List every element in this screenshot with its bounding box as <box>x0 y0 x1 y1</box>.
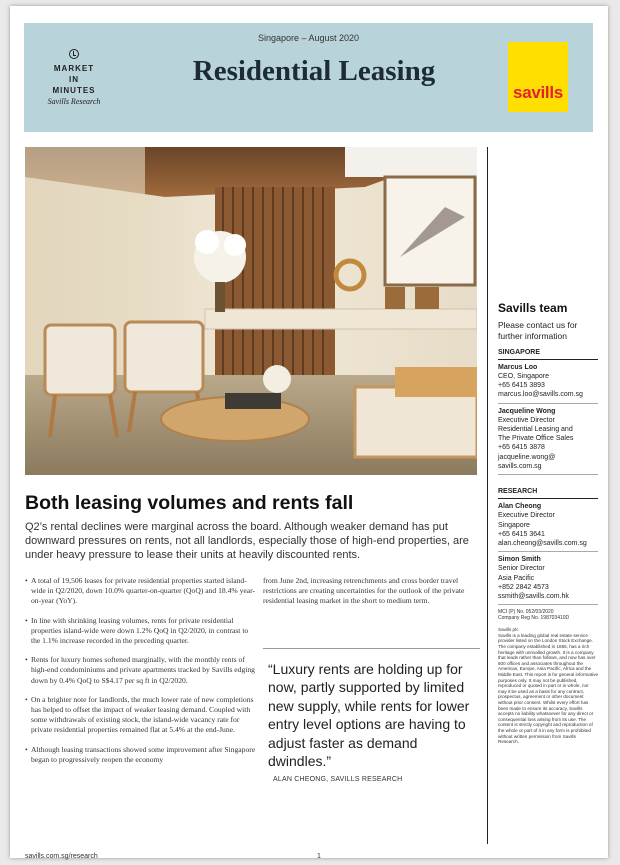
contact-role: Executive Director <box>498 512 555 520</box>
about-text: Savills is a leading global real estate service provider listed on the London Stock Exchange. The company established in 1855, has a rich heritage with unrivalled growth. It is a company that leads rather than follows, and now has over 600 offices and associates throughout the Americas, Europe, Asia Pacific, Africa and the Middle East. This report is for general informative purposes only. It may not be published, reproduced or quoted in part or in whole, nor may it be used as a basis for any contract, prospectus, agreement or other document without prior consent. Whilst every effort has been made to ensure its accuracy, Savills accepts no liability whatsoever for any direct or consequential loss arising from its use. The content is strictly copyright and reproduction of the whole or part of it in any form is prohibited without written permission from Savills Research. <box>498 632 598 745</box>
contact-role: Executive Director <box>498 416 555 424</box>
page-number: 1 <box>317 853 321 860</box>
series-line1: MARKET <box>53 64 95 73</box>
interior-photo <box>25 147 477 475</box>
contact-name: Marcus Loo <box>498 363 538 371</box>
contact-card <box>498 363 598 404</box>
contact-role: The Private Office Sales <box>498 435 574 443</box>
issue-date: Singapore – August 2020 <box>257 33 360 43</box>
contact-role: Asia Pacific <box>498 574 535 582</box>
series-badge <box>38 49 110 106</box>
list-item: • Rents for luxury homes softened marginally, with the monthly rents of high-end condominiums and private apartments tracked by Savills edging down by 0.4% QoQ to S$4.17 per sq ft in Q2/2020. <box>25 655 257 686</box>
contact-role: Singapore <box>498 521 530 529</box>
contact-name: Simon Smith <box>498 556 541 564</box>
contact-email[interactable]: ssmith@savills.com.hk <box>498 593 569 601</box>
article-standfirst: Q2’s rental declines were marginal across the board. Although weaker demand has put downward pressures on rents, not all landlords, especially those of high-end properties, are under heavy pressure to lease their units at heavily discounted rents. <box>25 521 469 561</box>
logo-text: savills <box>513 83 563 102</box>
article-headline: Both leasing volumes and rents fall <box>25 492 354 514</box>
contact-card <box>498 555 598 605</box>
contact-role: CEO, Singapore <box>498 373 549 380</box>
contact-role: Residential Leasing and <box>498 426 573 434</box>
contact-phone: +65 6415 3878 <box>498 444 545 452</box>
contact-card <box>498 502 598 552</box>
bullet-list <box>25 576 257 774</box>
contact-email[interactable]: alan.cheong@savills.com.sg <box>498 540 587 548</box>
series-line3: MINUTES <box>52 86 96 95</box>
contact-email[interactable]: jacqueline.wong@ <box>498 453 556 461</box>
registration-info: MCI (P) No. 052/03/2020 Company Reg No. 198703410D <box>498 609 570 622</box>
sidebar-contact-note: Please contact us for further information <box>498 320 578 341</box>
list-item: • On a brighter note for landlords, the much lower rate of new completions has helped to offset the impact of weaker leasing demand. Coupled with some withdrawals of existing stock, the island-wide vacancy rate for private residential properties remained flat at 5.4% at the end-June. <box>25 695 257 736</box>
contact-email[interactable]: marcus.loo@savills.com.sg <box>498 391 583 399</box>
contact-email[interactable]: savills.com.sg <box>498 462 542 470</box>
report-title: Residential Leasing <box>192 55 436 87</box>
quote-attribution: ALAN CHEONG, SAVILLS RESEARCH <box>273 776 403 783</box>
list-item: • In line with shrinking leasing volumes, rents for private residential properties island-wide were down 1.2% QoQ in Q2/2020, in contrast to the 1.1% increase recorded in the preceding quarter. <box>25 616 257 647</box>
section-heading-research: RESEARCH <box>498 487 598 499</box>
sidebar-title: Savills team <box>498 301 568 315</box>
column-continuation: from June 2nd, increasing retrenchments and cross border travel restrictions are creating uncertainties for the outlook of the private residential leasing market in the short to medium term. <box>263 576 465 606</box>
section-heading-singapore: SINGAPORE <box>498 348 598 360</box>
footer-url[interactable]: savills.com.sg/research <box>25 853 98 860</box>
page-footer <box>25 853 493 860</box>
series-subtitle: Savills Research <box>47 97 101 106</box>
pull-quote: “Luxury rents are holding up for now, partly supported by limited new supply, while rents for lower entry level options are having to adjust faster as demand dwindles.” <box>268 661 470 770</box>
contact-name: Jacqueline Wong <box>498 407 556 415</box>
about-title: Savills plc <box>498 627 519 633</box>
contact-name: Alan Cheong <box>498 503 542 511</box>
contact-phone: +852 2842 4573 <box>498 583 549 591</box>
contacts-sidebar <box>498 300 598 745</box>
column-divider <box>487 147 488 844</box>
report-page <box>10 6 608 858</box>
list-item: • A total of 19,506 leases for private residential properties started island-wide in Q2/2020, down 10.0% quarter-on-quarter (QoQ) and 18.4% year-on-year (YoY). <box>25 576 257 607</box>
clock-icon <box>69 49 79 59</box>
contact-role: Senior Director <box>498 565 545 573</box>
masthead <box>24 23 593 132</box>
savills-logo <box>508 42 568 112</box>
list-item: • Although leasing transactions showed some improvement after Singapore began to progressively reopen the economy <box>25 745 257 765</box>
about-savills <box>498 627 598 744</box>
contact-phone: +65 6415 3641 <box>498 530 545 538</box>
contact-phone: +65 6415 3893 <box>498 382 545 390</box>
quote-divider <box>263 648 480 649</box>
contact-card <box>498 407 598 475</box>
series-line2: IN <box>69 75 79 84</box>
